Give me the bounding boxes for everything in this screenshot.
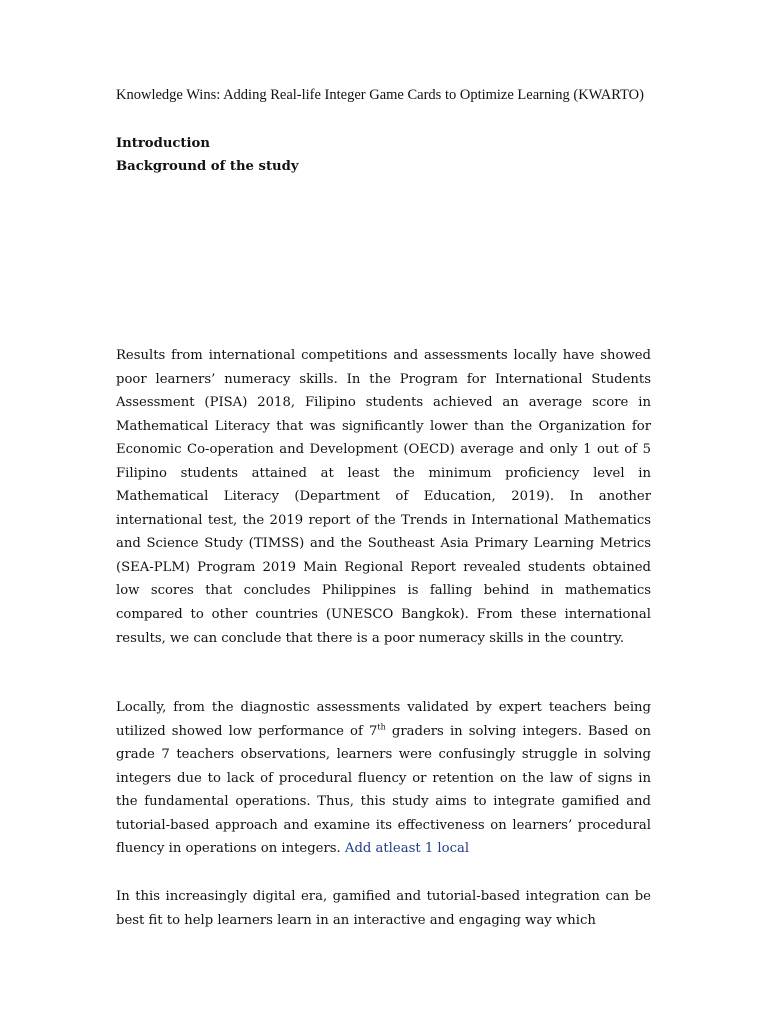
heading-block [116,132,651,179]
paragraph-2 [116,696,651,861]
grade-ordinal-suffix: th [377,722,386,732]
paragraph-1: Results from international competitions and assessments locally have showed poor learners’ numeracy skills. In the Program for International Students Assessment (PISA) 2018, Filipino students achieved an average score in Mathematical Literacy that was significantly lower than the Organization for Economic Co-operation and Development (OECD) average and only 1 out of 5 Filipino students attained at least the minimum proficiency level in Mathematical Literacy (Department of Education, 2019). In another international test, the 2019 report of the Trends in International Mathematics and Science Study (TIMSS) and the Southeast Asia Primary Learning Metrics (SEA-PLM) Program 2019 Main Regional Report revealed students obtained low scores that concludes Philippines is falling behind in mathematics compared to other countries (UNESCO Bangkok). From these international results, we can conclude that there is a poor numeracy skills in the country. [116,348,651,646]
paragraph-2-text-a: Locally, from the diagnostic assessments validated by expert teachers being utilized showed low performance of 7 [116,700,651,739]
subsection-heading: Background of the study [116,159,299,174]
review-note: Add atleast 1 local [344,841,470,857]
section-heading: Introduction [116,135,210,151]
document-title: Knowledge Wins: Adding Real-life Integer Game Cards to Optimize Learning (KWARTO) [116,87,644,103]
paragraph-3: In this increasingly digital era, gamified and tutorial-based integration can be best fit to help learners learn in an interactive and engaging way which [116,889,651,928]
document-page [116,84,652,928]
paragraph-2-text-b: graders in solving integers. Based on grade 7 teachers observations, learners were confusingly struggle in solving integers due to lack of procedural fluency or retention on the law of signs in the fundamental operations. Thus, this study aims to integrate gamified and tutorial-based approach and examine its effectiveness on learners’ procedural fluency in operations on integers. [116,723,652,857]
